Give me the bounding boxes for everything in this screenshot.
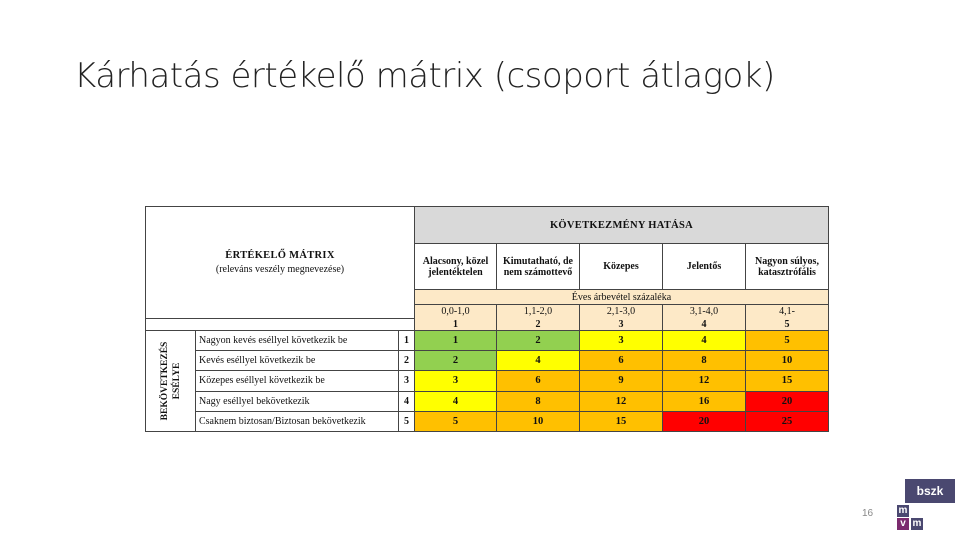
risk-score-cell: 2 <box>415 351 497 371</box>
matrix-subtitle: (releváns veszély megnevezése) <box>215 264 345 275</box>
likelihood-header <box>146 331 196 432</box>
risk-score-cell: 12 <box>663 371 746 391</box>
mvm-logo-m1: m <box>898 505 908 516</box>
likelihood-index: 1 <box>399 331 415 351</box>
matrix-title: ÉRTÉKELŐ MÁTRIX <box>225 250 335 261</box>
likelihood-index: 2 <box>399 351 415 371</box>
percent-range-1: 0,0-1,0 <box>415 305 497 319</box>
mvm-logo-v: v <box>897 518 909 530</box>
likelihood-label: Közepes eséllyel következik be <box>196 371 399 391</box>
risk-score-cell: 1 <box>415 331 497 351</box>
impact-number-2: 2 <box>497 319 580 331</box>
likelihood-label: Nagyon kevés eséllyel következik be <box>196 331 399 351</box>
likelihood-index: 4 <box>399 391 415 411</box>
impact-level-4: Jelentős <box>663 244 746 290</box>
likelihood-index: 5 <box>399 411 415 431</box>
risk-score-cell: 3 <box>415 371 497 391</box>
risk-score-cell: 15 <box>746 371 829 391</box>
impact-level-3: Közepes <box>580 244 663 290</box>
percent-range-2: 1,1-2,0 <box>497 305 580 319</box>
mvm-logo <box>897 505 927 531</box>
matrix-corner-cell <box>146 207 415 319</box>
risk-score-cell: 15 <box>580 411 663 431</box>
risk-score-cell: 6 <box>580 351 663 371</box>
risk-score-cell: 10 <box>497 411 580 431</box>
matrix-row-3 <box>146 371 829 391</box>
risk-score-cell: 20 <box>746 391 829 411</box>
page-number: 16 <box>862 508 874 519</box>
risk-score-cell: 5 <box>746 331 829 351</box>
risk-score-cell: 3 <box>580 331 663 351</box>
matrix-row-5 <box>146 411 829 431</box>
risk-score-cell: 25 <box>746 411 829 431</box>
bszk-logo: bszk <box>905 479 955 503</box>
risk-score-cell: 8 <box>497 391 580 411</box>
percent-range-3: 2,1-3,0 <box>580 305 663 319</box>
risk-score-cell: 9 <box>580 371 663 391</box>
consequence-header: KÖVETKEZMÉNY HATÁSA <box>415 207 829 244</box>
impact-number-3: 3 <box>580 319 663 331</box>
risk-matrix-table <box>145 206 829 432</box>
percent-range-4: 3,1-4,0 <box>663 305 746 319</box>
slide-title: Kárhatás értékelő mátrix (csoport átlagok) <box>74 56 775 96</box>
likelihood-label: Kevés eséllyel következik be <box>196 351 399 371</box>
risk-score-cell: 5 <box>415 411 497 431</box>
matrix-row-4 <box>146 391 829 411</box>
matrix-row-1 <box>146 331 829 351</box>
likelihood-header-line2: ESÉLYE <box>171 362 182 400</box>
likelihood-index: 3 <box>399 371 415 391</box>
risk-score-cell: 10 <box>746 351 829 371</box>
percent-range-5: 4,1- <box>746 305 829 319</box>
spacer-cell <box>146 319 415 331</box>
impact-level-1: Alacsony, közel jelentéktelen <box>415 244 497 290</box>
risk-score-cell: 6 <box>497 371 580 391</box>
risk-score-cell: 4 <box>663 331 746 351</box>
mvm-logo-m2: m <box>912 518 922 529</box>
likelihood-header-line1: BEKÖVETKEZÉS <box>159 341 170 421</box>
impact-level-5: Nagyon súlyos, katasztrófális <box>746 244 829 290</box>
risk-score-cell: 16 <box>663 391 746 411</box>
likelihood-label: Csaknem biztosan/Biztosan bekövetkezik <box>196 411 399 431</box>
risk-score-cell: 12 <box>580 391 663 411</box>
matrix-row-2 <box>146 351 829 371</box>
risk-score-cell: 20 <box>663 411 746 431</box>
risk-score-cell: 8 <box>663 351 746 371</box>
likelihood-label: Nagy eséllyel bekövetkezik <box>196 391 399 411</box>
impact-number-4: 4 <box>663 319 746 331</box>
risk-score-cell: 4 <box>497 351 580 371</box>
impact-number-5: 5 <box>746 319 829 331</box>
percent-header: Éves árbevétel százaléka <box>415 290 829 305</box>
impact-number-1: 1 <box>415 319 497 331</box>
matrix-body <box>146 331 829 432</box>
impact-level-2: Kimutatható, de nem számottevő <box>497 244 580 290</box>
risk-score-cell: 2 <box>497 331 580 351</box>
risk-score-cell: 4 <box>415 391 497 411</box>
